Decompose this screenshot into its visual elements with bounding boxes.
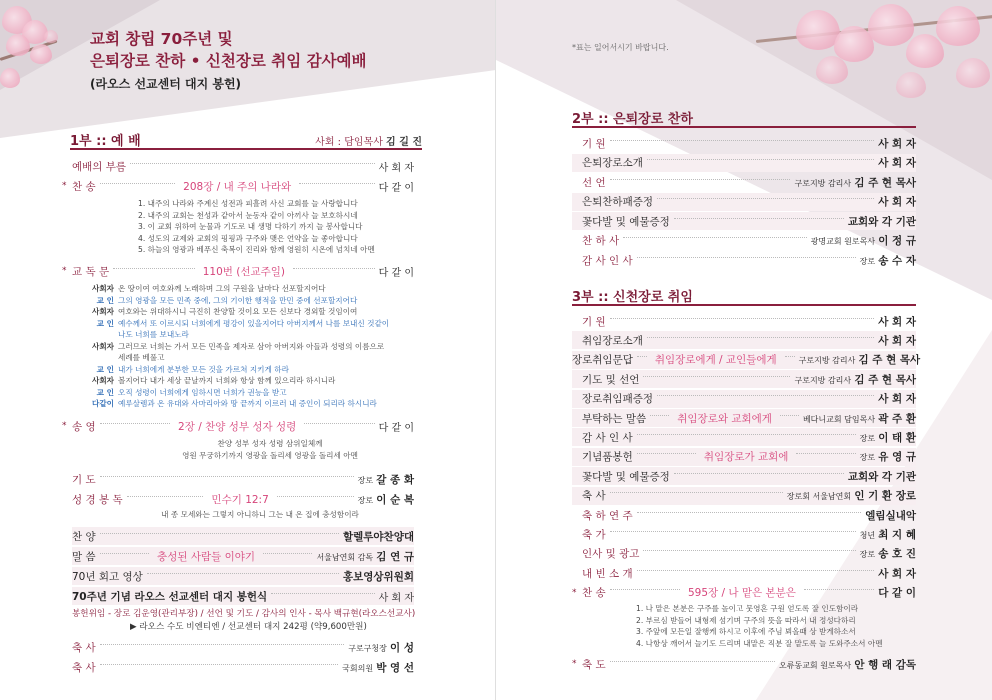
hymn-lyrics: 1. 내주의 나라와 주계신 성전과 피흘려 사신 교회를 늘 사랑합니다 2. 내주의 교회는 천성과 같아서 눈동자 같이 아끼사 늘 보호하시네 3. 이 교회 위하여 눈물과 기도로 내 생명 다하기 까지 늘 봉사합니다 4. 성도의 교제와 교회의 핑핑과 구주와 맺은 언약을 늘 좋아합니다 5. 하늘의 영광과 베푸신 축복이 진리와 함께 영원히 시온에 넘치네 아멘: [138, 199, 375, 254]
part3-header: 3부 :: 신천장로 취임: [572, 286, 916, 306]
part3-row: 부탁하는 말씀 취임장로와 교회에게 베다니교회 담임목사 곽 주 환: [572, 409, 916, 427]
part3-row: 장로취임문답 취임장로에게 / 교인들에게 구로지방 감리사 김 주 현 목사: [572, 351, 916, 369]
order-row-doxology: * 송 영 2장 / 찬양 성부 성자 성령 다 같 이: [62, 420, 415, 434]
part3-row: * 찬 송 595장 / 나 맡은 본분은 다 같 이: [572, 587, 916, 600]
page-title: 교회 창립 70주년 및: [90, 30, 233, 48]
part3-row: 감 사 인 사 장로 이 태 환: [572, 428, 916, 446]
part2-row: 은퇴찬하패증정 사 회 자: [572, 193, 916, 211]
part1-label: 1부 :: 예 배: [70, 134, 141, 149]
part3-row: 축 사 장로회 서울남연회 인 기 환 장로: [572, 487, 916, 505]
order-row-choir: 찬 양 할렐루야찬양대: [72, 527, 414, 545]
closing-hymn-lyrics: 1. 나 맡은 본분은 구주를 높이고 뭇영혼 구원 얻도록 잘 인도함이라 2. 부르심 받들어 내형제 섬기며 구주의 뜻을 따라서 내 정성다하리 3. 주앞에 모든일 잘행케 하시고 이후에 주님 뵈올때 상 받게하소서 4. 나항상 깨어서 늘기도 드리며 내맡은 직분 잘 맡도록 늘 도와주소서 아멘: [636, 604, 883, 648]
responsive-reading: 사회자 온 땅이여 여호와께 노래하며 그의 구원을 날마다 선포할지어다 교 인 그의 영광을 모든 민족 중에, 그의 기이한 행적을 만민 중에 선포할지어다 사회자 여호와는 위대하시니 극진히 찬양할 것이요 모든 신보다 경외할 것임이여 교 인 예수께서 또 이르시되 너희에게 평강이 있을지어다 아버지께서 나를 보내신 것같이 나도 너희를 보내노라 사회자 그러므로 너희는 가서 모든 민족을 제자로 삼아 아버지와 아들과 성령의 이름으로 세례를 베풀고 교 인 내가 너희에게 분부한 모든 것을 가르쳐 지키게 하라 사회자 볼지어다 내가 세상 끝날까지 너희와 항상 함께 있으리라 하시니라 교 인 오직 성령이 너희에게 임하시면 너희가 권능을 받고 다같이 예루살렘과 온 유대와 사마리아와 땅 끝까지 이르러 내 증인이 되리라 하시니라: [91, 284, 390, 408]
part2-header: 2부 :: 은퇴장로 찬하: [572, 108, 916, 128]
part3-row: 축 하 연 주 엘림실내악: [582, 509, 916, 522]
part2-row: 은퇴장로소개 사 회 자: [572, 154, 916, 172]
part2-row: 선 언 구로지방 감리사 김 주 현 목사: [582, 176, 916, 189]
part3-row: 기도 및 선언 구로지방 감리사 김 주 현 목사: [572, 370, 916, 388]
part3-row: 축 가 청년 최 지 혜: [582, 528, 916, 541]
order-row-reading: * 교 독 문 110번 (선교주일) 다 같 이: [62, 265, 414, 279]
title-block: [90, 28, 366, 93]
scripture-text: 내 종 모세와는 그렇지 아니하니 그는 내 온 집에 충성함이라: [161, 510, 359, 519]
page-subtitle-note: (라오스 선교센터 대지 봉헌): [90, 77, 242, 91]
part3-row: 꽃다발 및 예물증정 교회와 각 기관: [572, 467, 916, 485]
order-row-scripture: 성 경 봉 독 민수기 12:7 장로 이 순 복: [72, 493, 415, 506]
part1-host: 사회 : 담임목사 김 길 진: [315, 137, 422, 148]
right-page: [496, 0, 992, 700]
part3-row: 내 빈 소 개 사 회 자: [582, 567, 916, 580]
part2-row: 찬 하 사 광명교회 원로목사 이 정 규: [582, 235, 916, 247]
part3-row: 취임장로소개 사 회 자: [572, 331, 916, 349]
order-row-congrats-1: 축 사 구로구청장 이 성: [72, 641, 414, 654]
part1-header: [70, 130, 422, 150]
part3-row: 장로취임패증정 사 회 자: [572, 390, 916, 408]
part2-row: 감 사 인 사 장로 송 수 자: [582, 254, 916, 267]
offering-details: 봉헌위임 - 장로 김운영(관리부장) / 선언 및 기도 / 감사의 인사 - 목사 백규현(라오스선교사) ▶ 라오스 수도 비엔티엔 / 선교센터 대지 242평 (약9,600만원): [72, 609, 416, 632]
page-subtitle: 은퇴장로 찬하 • 신천장로 취임 감사예배: [90, 52, 367, 70]
order-row-sermon: 말 씀 충성된 사람들 이야기 서울남연회 감독 김 연 규: [72, 547, 414, 565]
part3-row: 기 원 사 회 자: [582, 315, 916, 328]
order-row-call: 예배의 부름 사 회 자: [72, 160, 414, 174]
order-row-laos-dedication: 70주년 기념 라오스 선교센터 대지 봉헌식 사 회 자: [72, 587, 414, 605]
standing-note: *표는 일어서시기 바랍니다.: [572, 43, 669, 52]
part3-row: 인사 및 광고 장로 송 호 진: [582, 548, 916, 561]
doxology-lyrics: 찬양 성부 성자 성령 삼위일체께 영원 무궁하기까지 영광을 돌리세 영광을 돌리세 아멘: [182, 439, 358, 460]
order-row-video: 70년 회고 영상 홍보영상위원회: [72, 567, 414, 585]
order-row-congrats-2: 축 사 국회의원 박 영 선: [72, 661, 414, 674]
order-row-prayer: 기 도 장로 갈 종 화: [72, 473, 414, 486]
part3-row: * 축 도 오류동교회 원로목사 안 행 래 감독: [572, 658, 916, 671]
part2-row: 기 원 사 회 자: [582, 137, 916, 150]
part2-row: 꽃다발 및 예물증정 교회와 각 기관: [572, 212, 916, 230]
part3-row: 기념품봉헌 취임장로가 교회에 장로 유 영 규: [572, 448, 916, 466]
order-row-hymn: * 찬 송 208장 / 내 주의 나라와 다 같 이: [62, 180, 414, 194]
